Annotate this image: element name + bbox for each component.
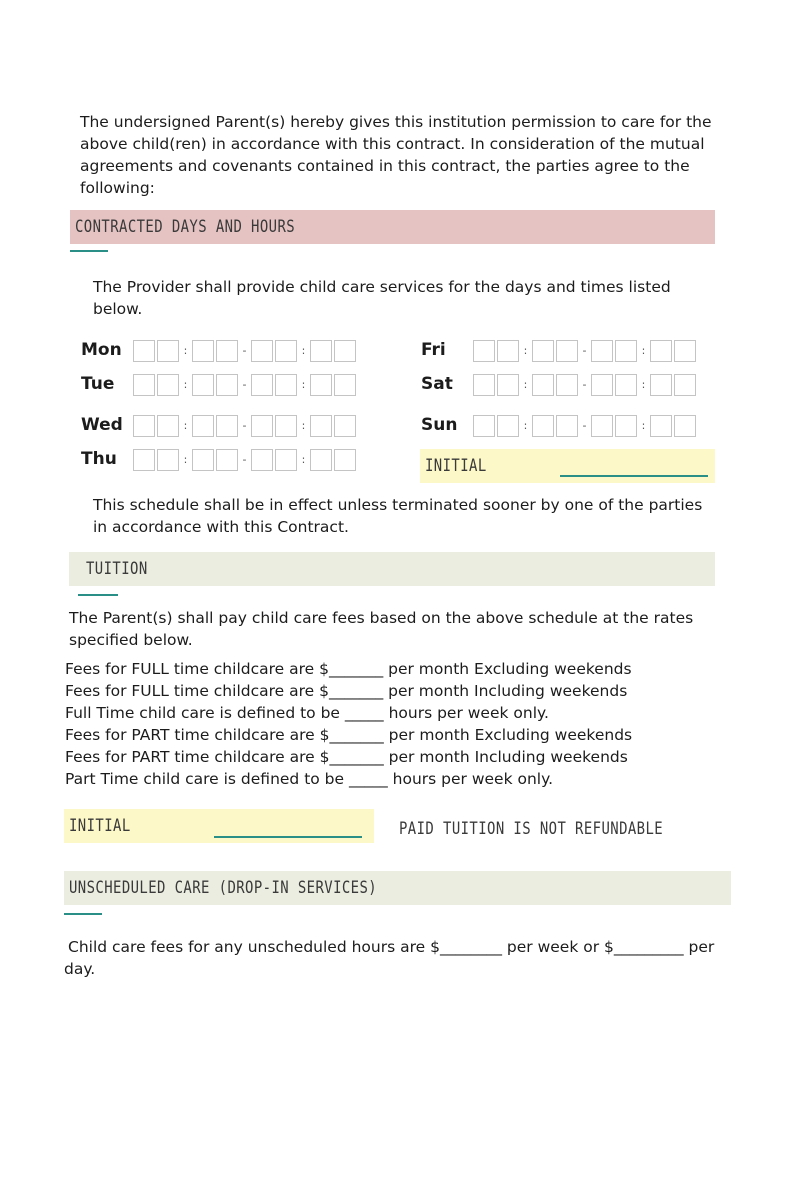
day-label-wed: Wed [81,415,123,435]
time-digit-box[interactable] [650,415,672,437]
time-digit-box[interactable] [532,415,554,437]
fee-line: Fees for FULL time childcare are $_______ per month Including weekends [65,682,628,700]
heading-accent-line [70,250,108,252]
time-boxes-tue [133,373,358,397]
time-separator: : [183,453,188,466]
time-digit-box[interactable] [275,340,297,362]
time-digit-box[interactable] [473,374,495,396]
time-digit-box[interactable] [216,340,238,362]
schedule-note: This schedule shall be in effect unless terminated sooner by one of the parties in accordance with this Contract. [93,496,703,536]
section-heading-contracted: CONTRACTED DAYS AND HOURS [75,217,296,237]
day-label-sat: Sat [421,374,453,394]
time-separator: - [242,419,247,432]
fee-line: Full Time child care is defined to be _____ hours per week only. [65,704,549,722]
time-separator: - [242,378,247,391]
time-separator: - [582,378,587,391]
time-digit-box[interactable] [674,415,696,437]
time-boxes-sat [473,373,698,397]
time-digit-box[interactable] [591,340,613,362]
refund-note: PAID TUITION IS NOT REFUNDABLE [399,819,664,839]
day-label-sun: Sun [421,415,458,435]
heading-accent-line [64,913,102,915]
time-digit-box[interactable] [251,374,273,396]
time-digit-box[interactable] [615,340,637,362]
time-digit-box[interactable] [473,415,495,437]
time-separator: : [641,344,646,357]
time-digit-box[interactable] [157,415,179,437]
initial-band-tuition [64,809,374,843]
initial-band-schedule [420,449,715,483]
section-band-unscheduled [64,871,731,905]
time-digit-box[interactable] [473,340,495,362]
time-separator: : [523,419,528,432]
time-separator: - [582,419,587,432]
time-boxes-thu [133,448,358,472]
time-digit-box[interactable] [556,340,578,362]
time-boxes-sun [473,414,698,438]
time-digit-box[interactable] [275,415,297,437]
time-separator: : [183,378,188,391]
contracted-description: The Provider shall provide child care services for the days and times listed below. [93,278,671,318]
time-separator: : [523,378,528,391]
section-heading-unscheduled: UNSCHEDULED CARE (DROP-IN SERVICES) [69,878,378,898]
section-heading-tuition: TUITION [86,559,148,579]
time-digit-box[interactable] [251,415,273,437]
time-digit-box[interactable] [310,340,332,362]
time-boxes-fri [473,339,698,363]
time-separator: - [242,344,247,357]
time-digit-box[interactable] [334,374,356,396]
time-digit-box[interactable] [334,340,356,362]
tuition-description: The Parent(s) shall pay child care fees based on the above schedule at the rates specified below. [69,609,694,649]
intro-paragraph: The undersigned Parent(s) hereby gives this institution permission to care for the above child(ren) in accordance with this contract. In consideration of the mutual agreements and covenants contained in this contract, the parties agree to the following: [80,113,712,197]
time-separator: : [301,344,306,357]
time-digit-box[interactable] [591,415,613,437]
time-digit-box[interactable] [310,415,332,437]
time-digit-box[interactable] [497,374,519,396]
time-separator: : [301,419,306,432]
time-digit-box[interactable] [497,340,519,362]
day-label-tue: Tue [81,374,115,394]
tuition-fee-lines [65,658,632,790]
time-separator: : [301,378,306,391]
fee-line: Fees for FULL time childcare are $_______ per month Excluding weekends [65,660,632,678]
unscheduled-description: Child care fees for any unscheduled hours are $________ per week or $_________ per day. [64,938,715,978]
day-label-fri: Fri [421,340,446,360]
time-digit-box[interactable] [157,449,179,471]
time-digit-box[interactable] [532,340,554,362]
section-band-contracted [70,210,715,244]
time-digit-box[interactable] [192,374,214,396]
time-digit-box[interactable] [556,415,578,437]
time-digit-box[interactable] [157,374,179,396]
time-digit-box[interactable] [615,374,637,396]
time-digit-box[interactable] [133,449,155,471]
fee-line: Part Time child care is defined to be _____ hours per week only. [65,770,554,788]
day-label-mon: Mon [81,340,122,360]
day-label-thu: Thu [81,449,117,469]
heading-accent-line [78,594,118,596]
time-digit-box[interactable] [192,415,214,437]
initial-label-schedule: INITIAL [425,456,487,476]
time-digit-box[interactable] [192,449,214,471]
time-digit-box[interactable] [591,374,613,396]
time-digit-box[interactable] [216,449,238,471]
time-separator: : [183,419,188,432]
time-digit-box[interactable] [310,449,332,471]
time-digit-box[interactable] [275,449,297,471]
time-digit-box[interactable] [251,340,273,362]
time-digit-box[interactable] [334,415,356,437]
time-digit-box[interactable] [251,449,273,471]
time-separator: : [641,378,646,391]
time-digit-box[interactable] [650,374,672,396]
time-digit-box[interactable] [334,449,356,471]
time-digit-box[interactable] [650,340,672,362]
initial-signature-line-schedule[interactable] [560,475,708,477]
time-boxes-mon [133,339,358,363]
initial-signature-line-tuition[interactable] [214,836,362,838]
time-digit-box[interactable] [310,374,332,396]
time-digit-box[interactable] [497,415,519,437]
fee-line: Fees for PART time childcare are $_______ per month Excluding weekends [65,726,633,744]
time-separator: : [301,453,306,466]
fee-line: Fees for PART time childcare are $_______ per month Including weekends [65,748,628,766]
time-separator: : [641,419,646,432]
time-digit-box[interactable] [133,374,155,396]
time-digit-box[interactable] [133,415,155,437]
time-boxes-wed [133,414,358,438]
time-digit-box[interactable] [133,340,155,362]
time-digit-box[interactable] [615,415,637,437]
time-digit-box[interactable] [674,374,696,396]
time-digit-box[interactable] [275,374,297,396]
time-separator: - [582,344,587,357]
time-digit-box[interactable] [216,374,238,396]
time-separator: - [242,453,247,466]
time-separator: : [523,344,528,357]
time-digit-box[interactable] [216,415,238,437]
time-digit-box[interactable] [192,340,214,362]
initial-label-tuition: INITIAL [69,816,131,836]
time-digit-box[interactable] [157,340,179,362]
section-band-tuition [69,552,715,586]
time-digit-box[interactable] [532,374,554,396]
time-separator: : [183,344,188,357]
time-digit-box[interactable] [556,374,578,396]
time-digit-box[interactable] [674,340,696,362]
